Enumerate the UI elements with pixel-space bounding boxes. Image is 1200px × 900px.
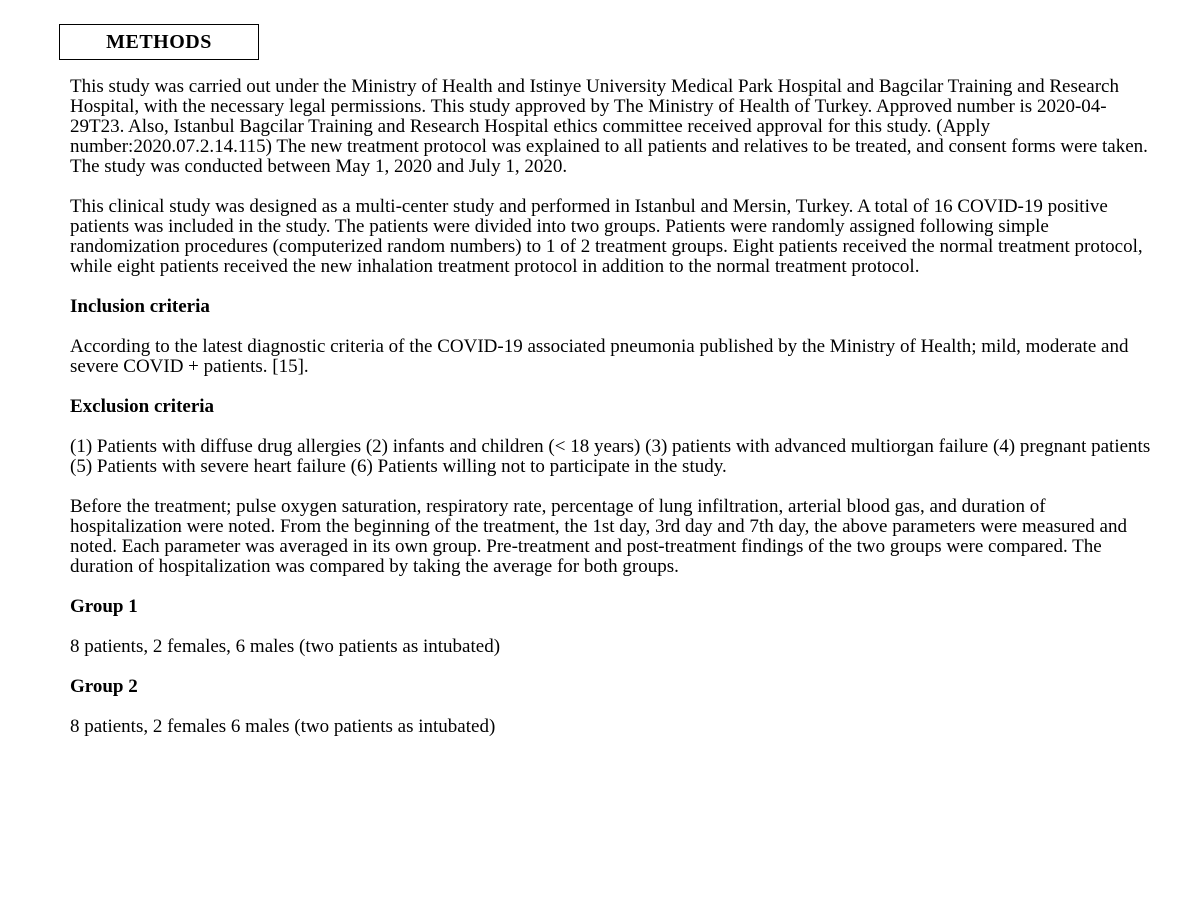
paragraph-ethics: This study was carried out under the Ministry of Health and Istinye University Medical Park Hospital and Bagcilar Training and Research Hospital, with the necessary legal permissions. This study approved by The Ministry of Health of Turkey. Approved number is 2020-04-29T23. Also, Istanbul Bagcilar Training and Research Hospital ethics committee received approval for this study. (Apply number:2020.07.2.14.115) The new treatment protocol was explained to all patients and relatives to be treated, and consent forms were taken. The study was conducted between May 1, 2020 and July 1, 2020. — [70, 76, 1148, 177]
group1-heading: Group 1 — [70, 596, 138, 617]
group1-text: 8 patients, 2 females, 6 males (two patients as intubated) — [70, 636, 501, 657]
paragraph-study-design: This clinical study was designed as a multi-center study and performed in Istanbul and Mersin, Turkey. A total of 16 COVID-19 positive patients was included in the study. The patients were divided into two groups. Patients were randomly assigned following simple randomization procedures (computerized random numbers) to 1 of 2 treatment groups. Eight patients received the normal treatment protocol, while eight patients received the new inhalation treatment protocol in addition to the normal treatment protocol. — [70, 196, 1143, 277]
section-title: METHODS — [106, 30, 212, 53]
exclusion-criteria-text: (1) Patients with diffuse drug allergies (2) infants and children (< 18 years) (3) patients with advanced multiorgan failure (4) pregnant patients (5) Patients with severe heart failure (6) Patients willing not to participate in the study. — [70, 436, 1151, 477]
section-title-box — [59, 24, 259, 60]
exclusion-criteria-heading: Exclusion criteria — [70, 396, 215, 417]
methods-content — [70, 77, 1160, 737]
inclusion-criteria-heading: Inclusion criteria — [70, 296, 210, 317]
group2-heading: Group 2 — [70, 676, 138, 697]
inclusion-criteria-text: According to the latest diagnostic criteria of the COVID-19 associated pneumonia published by the Ministry of Health; mild, moderate and severe COVID + patients. [15]. — [70, 336, 1129, 377]
group2-text: 8 patients, 2 females 6 males (two patients as intubated) — [70, 716, 496, 737]
paragraph-measurements: Before the treatment; pulse oxygen saturation, respiratory rate, percentage of lung infiltration, arterial blood gas, and duration of hospitalization were noted. From the beginning of the treatment, the 1st day, 3rd day and 7th day, the above parameters were measured and noted. Each parameter was averaged in its own group. Pre-treatment and post-treatment findings of the two groups were compared. The duration of hospitalization was compared by taking the average for both groups. — [70, 496, 1127, 577]
